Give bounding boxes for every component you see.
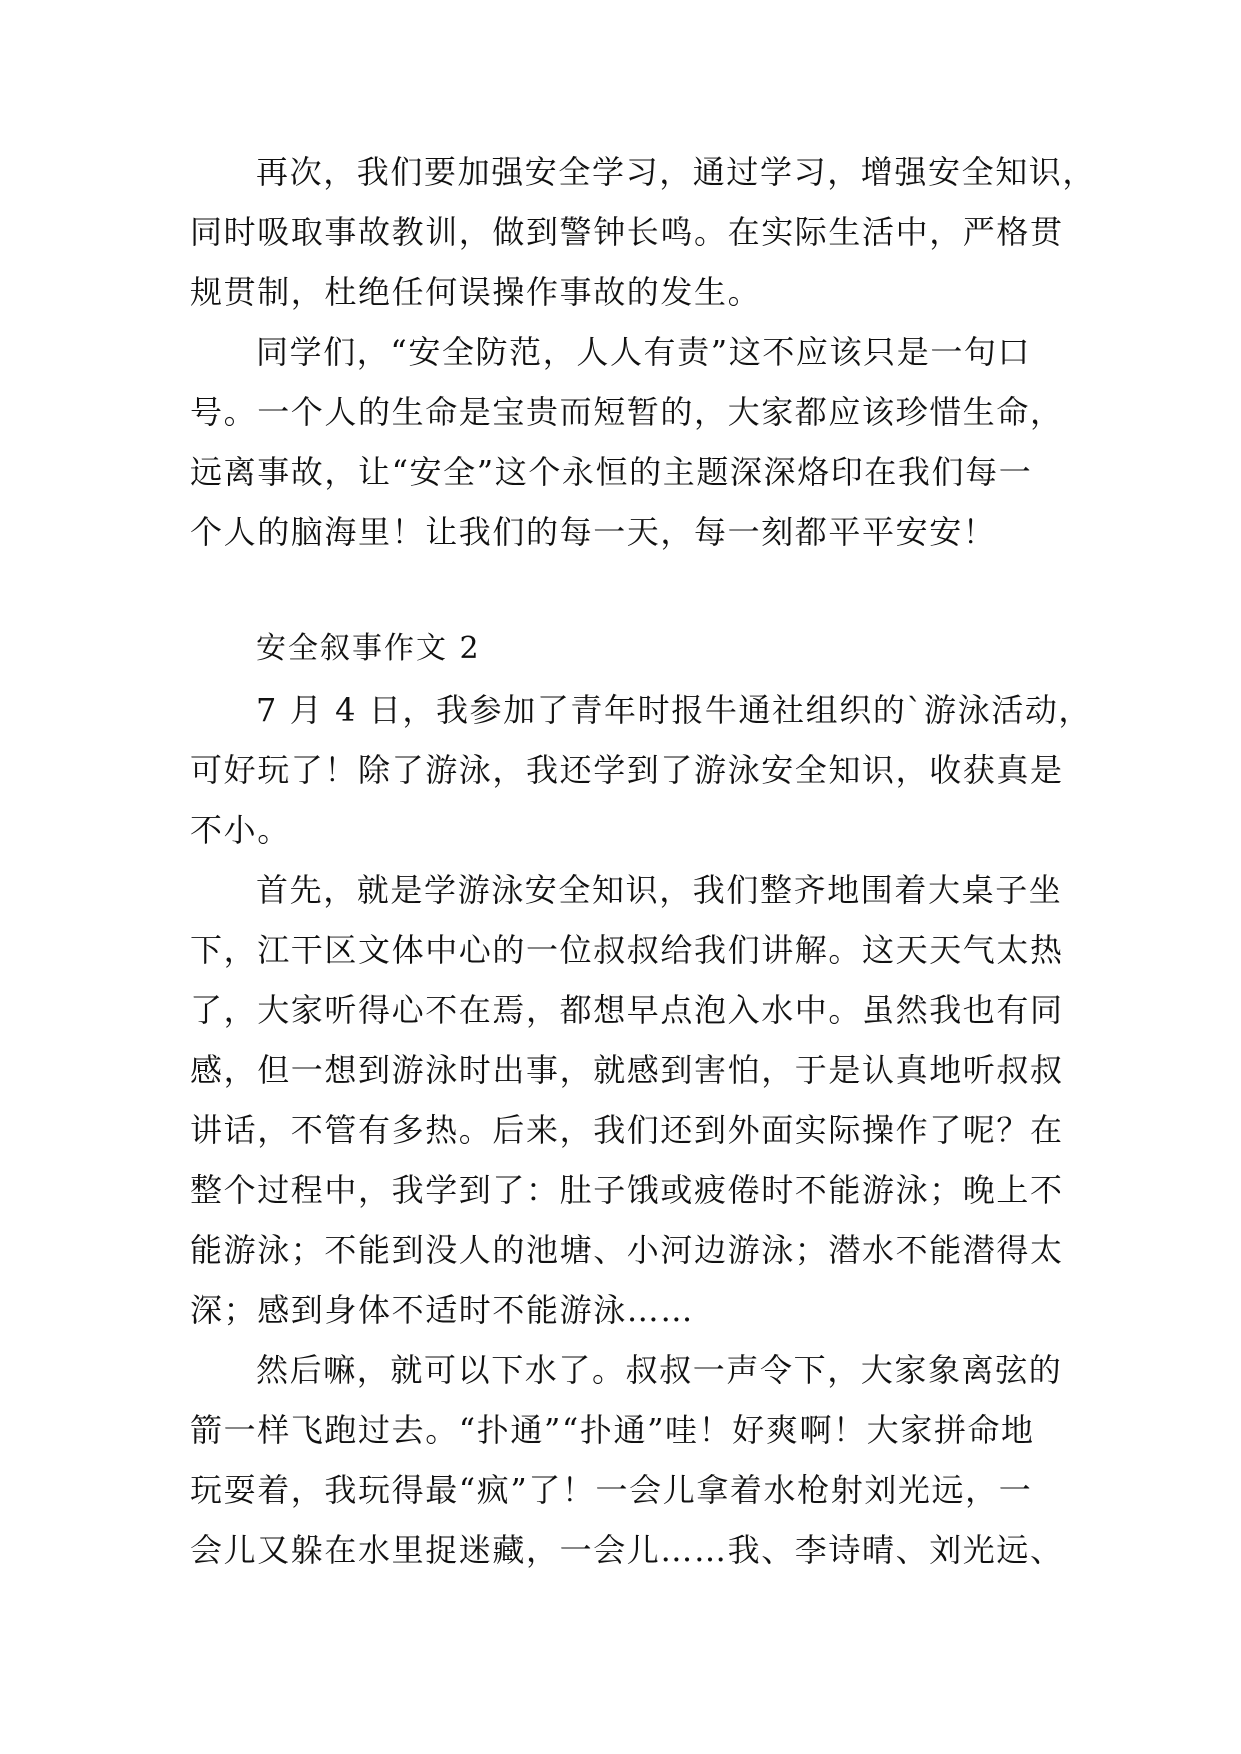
paragraph-1-line-1: 再次，我们要加强安全学习，通过学习，增强安全知识， [256, 153, 1097, 191]
paragraph-3-line-1: 7 月 4 日，我参加了青年时报牛通社组织的`游泳活动， [256, 691, 1093, 729]
paragraph-1-line-3: 规贯制，杜绝任何误操作事故的发生。 [190, 273, 762, 311]
paragraph-5-line-4: 会儿又躲在水里捉迷藏，一会儿……我、李诗晴、刘光远、 [190, 1531, 1064, 1569]
paragraph-2-line-1: 同学们，“安全防范，人人有责”这不应该只是一句口 [256, 333, 1032, 371]
paragraph-4-line-3: 了，大家听得心不在焉，都想早点泡入水中。虽然我也有同 [190, 991, 1064, 1029]
paragraph-4-line-2: 下，江干区文体中心的一位叔叔给我们讲解。这天天气太热 [190, 931, 1064, 969]
paragraph-2-line-4: 个人的脑海里！让我们的每一天，每一刻都平平安安！ [190, 513, 997, 551]
paragraph-4-line-5: 讲话，不管有多热。后来，我们还到外面实际操作了呢？在 [190, 1111, 1064, 1149]
paragraph-4-line-4: 感，但一想到游泳时出事，就感到害怕，于是认真地听叔叔 [190, 1051, 1064, 1089]
paragraph-3-line-2: 可好玩了！除了游泳，我还学到了游泳安全知识，收获真是 [190, 751, 1064, 789]
paragraph-3-line-3: 不小。 [190, 811, 291, 849]
paragraph-4-line-7: 能游泳；不能到没人的池塘、小河边游泳；潜水不能潜得太 [190, 1231, 1064, 1269]
paragraph-5-line-1: 然后嘛，就可以下水了。叔叔一声令下，大家象离弦的 [256, 1351, 1063, 1389]
paragraph-4-line-1: 首先，就是学游泳安全知识，我们整齐地围着大桌子坐 [256, 871, 1063, 909]
paragraph-4-line-6: 整个过程中，我学到了：肚子饿或疲倦时不能游泳；晚上不 [190, 1171, 1064, 1209]
paragraph-5-line-3: 玩耍着，我玩得最“疯”了！一会儿拿着水枪射刘光远，一 [190, 1471, 1033, 1509]
paragraph-4-line-8: 深；感到身体不适时不能游泳…… [190, 1291, 695, 1329]
paragraph-2-line-3: 远离事故，让“安全”这个永恒的主题深深烙印在我们每一 [190, 453, 1033, 491]
paragraph-1-line-2: 同时吸取事故教训，做到警钟长鸣。在实际生活中，严格贯 [190, 213, 1064, 251]
paragraph-5-line-2: 箭一样飞跑过去。“扑通”“扑通”哇！好爽啊！大家拼命地 [190, 1411, 1035, 1449]
essay-title: 安全叙事作文 2 [256, 631, 481, 666]
paragraph-2-line-2: 号。一个人的生命是宝贵而短暂的，大家都应该珍惜生命， [190, 393, 1064, 431]
